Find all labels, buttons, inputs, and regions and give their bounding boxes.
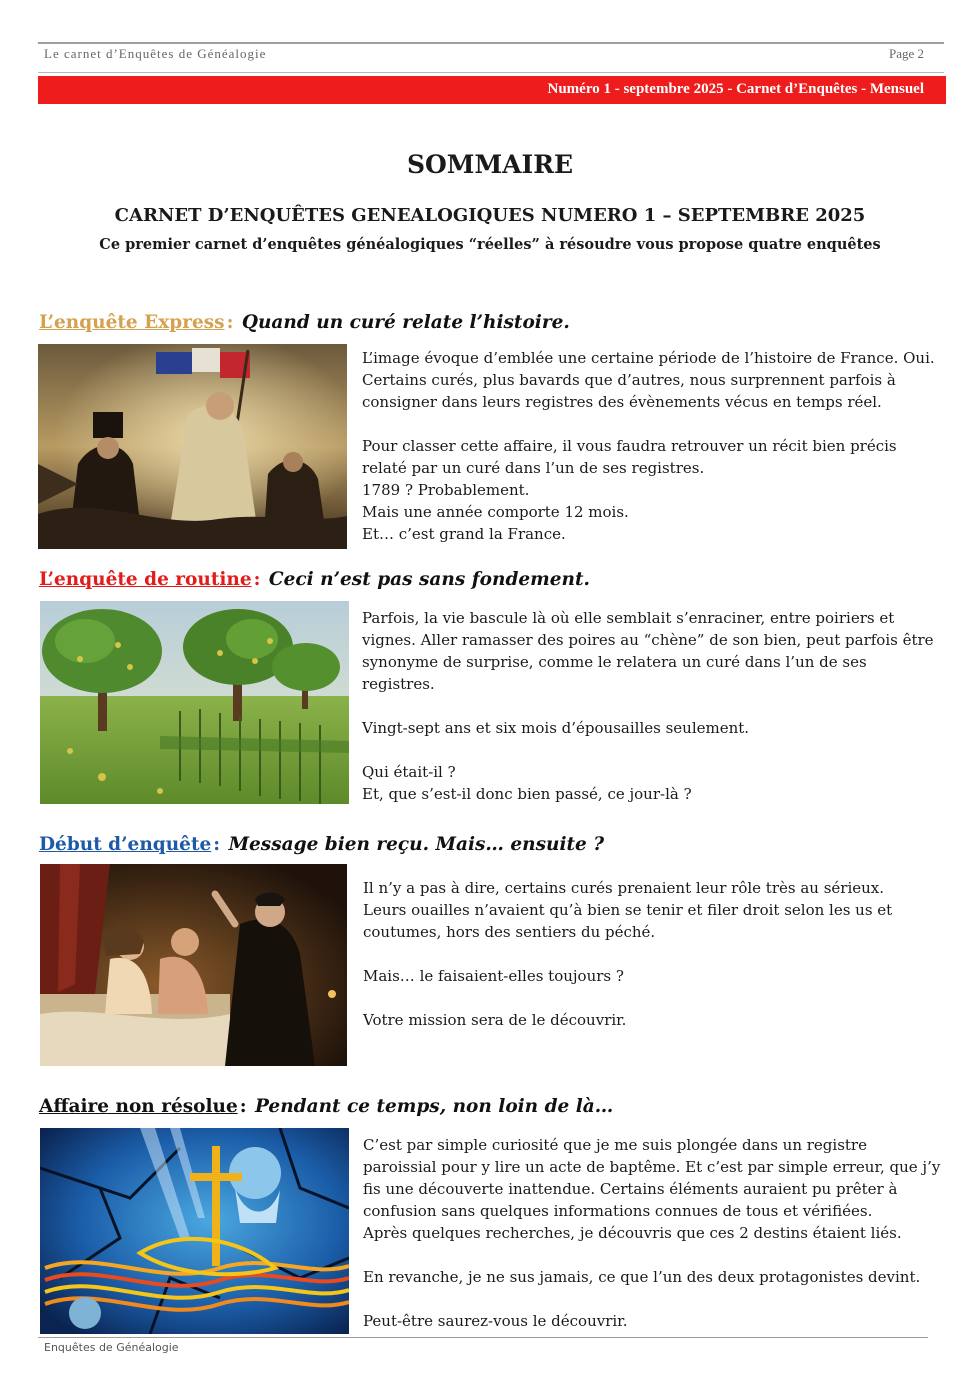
section-label[interactable]: L’enquête Express bbox=[39, 312, 225, 333]
section-subtitle: Ceci n’est pas sans fondement. bbox=[268, 569, 590, 590]
footer-rule bbox=[38, 1337, 928, 1338]
section-heading-non-resolue bbox=[39, 1096, 613, 1117]
stained-glass-image bbox=[40, 1128, 349, 1334]
paragraph: En revanche, je ne sus jamais, ce que l’un des deux protagonistes devint. bbox=[363, 1268, 921, 1286]
section-heading-express bbox=[39, 312, 570, 333]
paragraph: Parfois, la vie bascule là où elle semblait s’enraciner, entre poiriers et vignes. Aller ramasser des poires au “chène” de son bien, peut parfois être synonyme de surprise, comme le relatera un curé dans l’un de ses registres. bbox=[362, 609, 934, 693]
paragraph: L’image évoque d’emblée une certaine période de l’histoire de France. Oui. Certains curés, plus bavards que d’autres, nous surprennent parfois à consigner dans leurs registres des évènements vécus en temps réel. bbox=[362, 349, 935, 411]
section-subtitle: Message bien reçu. Mais… ensuite ? bbox=[228, 834, 605, 855]
header-top-rule bbox=[38, 42, 944, 44]
pear-orchard-image bbox=[40, 601, 349, 804]
paragraph: Il n’y a pas à dire, certains curés prenaient leur rôle très au sérieux. Leurs ouailles n’avaient qu’à bien se tenir et filer droit selon les us et coutumes, hors des sentiers du péché. bbox=[363, 879, 893, 941]
section-body-non-resolue bbox=[363, 1134, 945, 1332]
paragraph: Votre mission sera de le découvrir. bbox=[363, 1011, 627, 1029]
section-body-debut bbox=[363, 877, 943, 1031]
issue-banner bbox=[38, 76, 946, 104]
section-label[interactable]: L’enquête de routine bbox=[39, 569, 252, 590]
running-title: Le carnet d’Enquêtes de Généalogie bbox=[44, 46, 267, 61]
section-separator: : bbox=[226, 312, 234, 333]
section-subtitle: Pendant ce temps, non loin de là… bbox=[255, 1096, 614, 1117]
footer-text: Enquêtes de Généalogie bbox=[44, 1341, 179, 1354]
paragraph: Vingt-sept ans et six mois d’épousailles seulement. bbox=[362, 719, 750, 737]
section-label[interactable]: Affaire non résolue bbox=[39, 1096, 238, 1117]
section-separator: : bbox=[239, 1096, 247, 1117]
header-bottom-rule bbox=[38, 72, 944, 73]
paragraph: Mais… le faisaient-elles toujours ? bbox=[363, 967, 624, 985]
liberty-leading-people-image bbox=[38, 344, 347, 549]
lead-text: Ce premier carnet d’enquêtes généalogiques “réelles” à résoudre vous propose quatre enquêtes bbox=[99, 236, 881, 253]
section-body-express bbox=[362, 347, 942, 545]
section-heading-routine bbox=[39, 569, 590, 590]
paragraph: Pour classer cette affaire, il vous faudra retrouver un récit bien précis relaté par un curé dans l’un de ses registres. 1789 ? Probablement. Mais une année comporte 12 mois. Et… c’est grand la France. bbox=[362, 437, 897, 543]
page-subtitle: CARNET D’ENQUÊTES GENEALOGIQUES NUMERO 1 – SEPTEMBRE 2025 bbox=[114, 205, 866, 226]
section-heading-debut bbox=[39, 834, 604, 855]
section-label[interactable]: Début d’enquête bbox=[39, 834, 212, 855]
section-separator: : bbox=[253, 569, 261, 590]
page-title: SOMMAIRE bbox=[406, 150, 574, 179]
section-body-routine bbox=[362, 607, 942, 805]
priest-and-couple-image bbox=[40, 864, 347, 1066]
section-subtitle: Quand un curé relate l’histoire. bbox=[241, 312, 570, 333]
issue-line: Numéro 1 - septembre 2025 - Carnet d’Enquêtes - Mensuel bbox=[547, 81, 924, 97]
paragraph: Peut-être saurez-vous le découvrir. bbox=[363, 1312, 628, 1330]
paragraph: C’est par simple curiosité que je me suis plongée dans un registre paroissial pour y lire un acte de baptême. Et c’est par simple erreur, que j’y fis une découverte inattendue. Certains éléments auraient pu prêter à confusion sans quelques informations connues de tous et vérifiées. Après quelques recherches, je découvris que ces 2 destins étaient liés. bbox=[363, 1136, 941, 1242]
paragraph: Qui était-il ? Et, que s’est-il donc bien passé, ce jour-là ? bbox=[362, 763, 692, 803]
page-number: Page 2 bbox=[888, 46, 924, 61]
section-separator: : bbox=[213, 834, 221, 855]
